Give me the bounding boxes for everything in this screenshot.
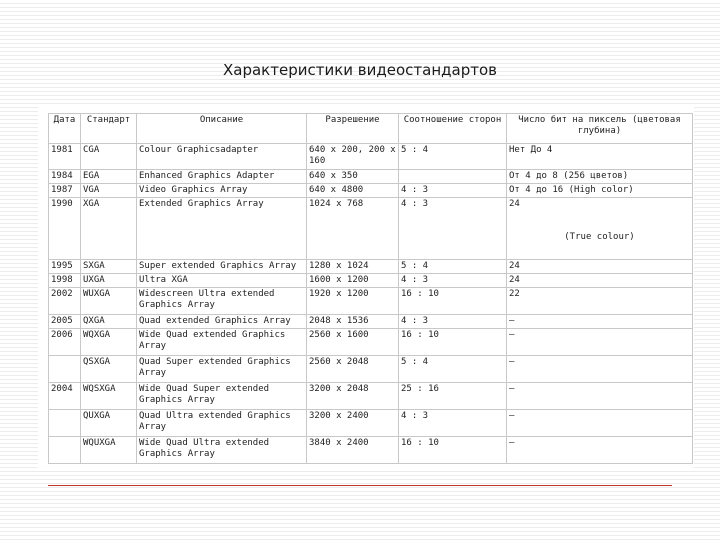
cell-description: Ultra XGA: [137, 274, 307, 288]
cell-aspect: 4 : 3: [399, 198, 507, 260]
table-row: [49, 144, 693, 170]
cell-aspect: 4 : 3: [399, 410, 507, 437]
table-sheet: [38, 105, 694, 470]
cell-aspect: 16 : 10: [399, 288, 507, 315]
cell-aspect: 5 : 4: [399, 144, 507, 170]
table-row: [49, 315, 693, 329]
cell-depth: 24: [507, 274, 693, 288]
cell-resolution: 2560 x 1600: [307, 329, 399, 356]
table-row: [49, 356, 693, 383]
table-row: [49, 410, 693, 437]
cell-description: Extended Graphics Array: [137, 198, 307, 260]
cell-standard: CGA: [81, 144, 137, 170]
cell-date: [49, 410, 81, 437]
cell-date: 1990: [49, 198, 81, 260]
cell-depth: От 4 до 16 (High color): [507, 184, 693, 198]
cell-resolution: 3200 x 2400: [307, 410, 399, 437]
cell-resolution: 2560 x 2048: [307, 356, 399, 383]
cell-depth: –: [507, 410, 693, 437]
cell-standard: WQSXGA: [81, 383, 137, 410]
cell-description: Quad Ultra extended Graphics Array: [137, 410, 307, 437]
cell-aspect: [399, 170, 507, 184]
col-header-resolution: Разрешение: [307, 114, 399, 144]
cell-resolution: 1920 x 1200: [307, 288, 399, 315]
cell-depth: –: [507, 356, 693, 383]
cell-description: Quad Super extended Graphics Array: [137, 356, 307, 383]
cell-resolution: 1600 x 1200: [307, 274, 399, 288]
cell-aspect: 4 : 3: [399, 184, 507, 198]
cell-description: Wide Quad Ultra extended Graphics Array: [137, 437, 307, 464]
cell-standard: WQUXGA: [81, 437, 137, 464]
cell-resolution: 1024 x 768: [307, 198, 399, 260]
cell-resolution: 3200 x 2048: [307, 383, 399, 410]
cell-depth: 24: [507, 260, 693, 274]
cell-standard: WUXGA: [81, 288, 137, 315]
cell-standard: XGA: [81, 198, 137, 260]
cell-date: 1984: [49, 170, 81, 184]
cell-depth: От 4 до 8 (256 цветов): [507, 170, 693, 184]
cell-aspect: 5 : 4: [399, 356, 507, 383]
cell-resolution: 1280 x 1024: [307, 260, 399, 274]
table-row: [49, 184, 693, 198]
cell-description: Super extended Graphics Array: [137, 260, 307, 274]
cell-depth: –: [507, 437, 693, 464]
table-row: [49, 198, 693, 260]
col-header-date: Дата: [49, 114, 81, 144]
table-row: [49, 329, 693, 356]
cell-date: 2006: [49, 329, 81, 356]
cell-description: Colour Graphicsadapter: [137, 144, 307, 170]
col-header-aspect-ratio: Соотношение сторон: [399, 114, 507, 144]
cell-standard: SXGA: [81, 260, 137, 274]
cell-date: 1998: [49, 274, 81, 288]
table-row: [49, 260, 693, 274]
cell-aspect: 25 : 16: [399, 383, 507, 410]
footer-divider: [48, 485, 672, 486]
table-row: [49, 288, 693, 315]
video-standards-table: [48, 113, 693, 464]
table-row: [49, 383, 693, 410]
slide-title: Характеристики видеостандартов: [223, 61, 497, 79]
cell-standard: EGA: [81, 170, 137, 184]
cell-depth: –: [507, 315, 693, 329]
col-header-description: Описание: [137, 114, 307, 144]
cell-date: [49, 356, 81, 383]
cell-description: Widescreen Ultra extended Graphics Array: [137, 288, 307, 315]
cell-standard: QSXGA: [81, 356, 137, 383]
true-colour-note: (True colour): [564, 232, 635, 242]
table-row: [49, 274, 693, 288]
cell-aspect: 5 : 4: [399, 260, 507, 274]
cell-aspect: 4 : 3: [399, 315, 507, 329]
cell-standard: VGA: [81, 184, 137, 198]
cell-date: 2004: [49, 383, 81, 410]
cell-description: Video Graphics Array: [137, 184, 307, 198]
cell-date: 1987: [49, 184, 81, 198]
cell-date: [49, 437, 81, 464]
depth-value: 24: [509, 199, 520, 209]
cell-description: Enhanced Graphics Adapter: [137, 170, 307, 184]
cell-date: 2002: [49, 288, 81, 315]
cell-standard: QUXGA: [81, 410, 137, 437]
cell-date: 1981: [49, 144, 81, 170]
cell-resolution: 640 x 200, 200 x 160: [307, 144, 399, 170]
table-row: [49, 170, 693, 184]
cell-aspect: 16 : 10: [399, 437, 507, 464]
cell-description: Quad extended Graphics Array: [137, 315, 307, 329]
col-header-color-depth: Число бит на пиксель (цветовая глубина): [507, 114, 693, 144]
cell-resolution: 2048 x 1536: [307, 315, 399, 329]
cell-standard: WQXGA: [81, 329, 137, 356]
cell-depth: [507, 198, 693, 260]
col-header-standard: Стандарт: [81, 114, 137, 144]
table-row: [49, 437, 693, 464]
cell-resolution: 640 x 4800: [307, 184, 399, 198]
cell-resolution: 3840 x 2400: [307, 437, 399, 464]
cell-aspect: 16 : 10: [399, 329, 507, 356]
cell-depth: –: [507, 329, 693, 356]
cell-description: Wide Quad Super extended Graphics Array: [137, 383, 307, 410]
cell-aspect: 4 : 3: [399, 274, 507, 288]
header-row: [49, 114, 693, 144]
cell-depth: –: [507, 383, 693, 410]
cell-depth: Нет До 4: [507, 144, 693, 170]
cell-standard: UXGA: [81, 274, 137, 288]
cell-description: Wide Quad extended Graphics Array: [137, 329, 307, 356]
cell-depth: 22: [507, 288, 693, 315]
cell-resolution: 640 x 350: [307, 170, 399, 184]
cell-standard: QXGA: [81, 315, 137, 329]
cell-date: 1995: [49, 260, 81, 274]
cell-date: 2005: [49, 315, 81, 329]
